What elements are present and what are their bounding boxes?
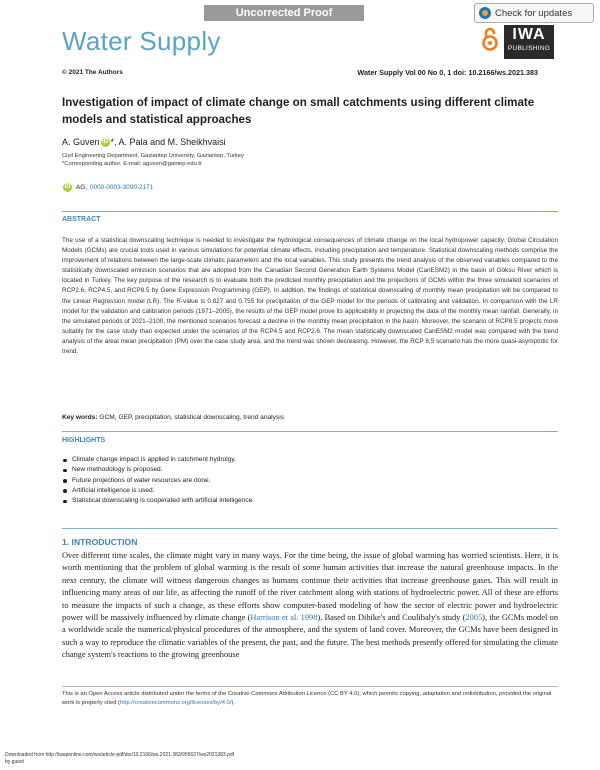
article-title: Investigation of impact of climate change on small catchments using different climate models and statistical approaches bbox=[62, 96, 535, 126]
check-updates-label: Check for updates bbox=[495, 7, 573, 19]
citation-link-dibike[interactable]: 2005 bbox=[465, 613, 483, 623]
affiliations bbox=[62, 152, 244, 168]
keywords-list: GCM, GEP, precipitation, statistical downscaling, trend analysis bbox=[99, 414, 284, 421]
intro-text-2: ). Based on Dibike's and Coulibaly's study ( bbox=[317, 613, 466, 623]
license-footnote bbox=[62, 690, 558, 708]
iwa-logo-text: IWA bbox=[512, 26, 546, 43]
copyright-notice: © 2021 The Authors bbox=[62, 69, 123, 76]
uncorrected-proof-banner: Uncorrected Proof bbox=[204, 5, 364, 21]
check-for-updates-button[interactable] bbox=[474, 3, 594, 23]
license-end: ). bbox=[231, 700, 236, 706]
orcid-line bbox=[62, 183, 153, 192]
open-access-icon bbox=[481, 26, 499, 52]
abstract-text: The use of a statistical downscaling technique is needed to investigate the hydrological consequences of climate change on the local hydropower capacity. Global Circulation Models (GCMs) are crucial tools used in various simulations for potential climate effects, including precipitation and temperature. Statistical downscaling methods comprise the improvement of relations between the large-scale climatic parameters and the local variables. This study presents the trend analysis of the observed variables compared to the statistically downscaled emission scenarios that are adopted from the Canadian Second Generation Earth Systems Model (CanESM2) in the basin of Göksu River which is located in Turkey. The key purpose of the research is to evaluate both the predicted monthly precipitation and the projections of GCMs within the three simulated scenarios of RCP2.6, RCP4.5, and RCP8.5 by Gene Expression Programming (GEP). In addition, the findings of statistical downscaling of monthly mean precipitation will be compared to the Linear Regression model (LR). The R-value is 0.827 and 0.755 for precipitation of the GEP model for the periods of calibrating and validation. In comparison with the LR model for the validation and calibration periods (1971–2005), the results of the GEP model prove its applicability in projecting the data of the monthly mean rainfall. Generally, in the simulated periods of 2021–2100, the mentioned scenarios forecast a decline in the monthly mean precipitation in the basin. Moreover, the scenario of RCP8.5 projects more suitably for the case study than expected under the scenarios of the RCP4.5 and RCP2.6. The mean statistically downscaled CanESM2 model was compared with the trend analysis of the areal mean precipitation (PM) over the case study area, and the trend was shown decreasing. However, the RCP 8.5 scenario has the more quasi-asymptotic for trend. bbox=[62, 237, 558, 356]
check-updates-icon bbox=[479, 7, 491, 19]
author-first[interactable]: A. Guven bbox=[62, 137, 100, 147]
highlights-list bbox=[62, 455, 254, 506]
orcid-icon: iD bbox=[64, 184, 71, 190]
license-text: This is an Open Access article distributed under the terms of the Creative Commons Attribution Licence (CC BY 4.0), which permits copying, adaptation and redistribution, provided the original work is properly cited ( bbox=[62, 691, 552, 706]
highlights-heading: HIGHLIGHTS bbox=[62, 437, 106, 444]
keywords bbox=[62, 414, 284, 421]
divider bbox=[62, 211, 558, 212]
corresponding-marker: * bbox=[110, 137, 115, 147]
divider bbox=[62, 686, 558, 687]
license-link[interactable]: http://creativecommons.org/licenses/by/4.0/ bbox=[120, 700, 232, 706]
list-item: Statistical downscaling is cooperated with artificial intelligence. bbox=[62, 496, 254, 506]
list-item: Artificial intelligence is used. bbox=[62, 486, 254, 496]
author-list bbox=[62, 137, 226, 147]
download-line: Downloaded from http://iwaponline.com/ws/article-pdf/doi/10.2166/ws.2021.383/955637/ws2021383.pdf bbox=[5, 752, 235, 758]
orcid-icon[interactable]: iD bbox=[102, 138, 109, 145]
introduction-paragraph bbox=[62, 550, 558, 662]
publishing-logo-text: PUBLISHING bbox=[507, 45, 551, 52]
journal-name: Water Supply bbox=[62, 26, 221, 56]
list-item: Future projections of water resources are done. bbox=[62, 476, 254, 486]
citation-link-harrison[interactable]: Harrison et al. 1998 bbox=[250, 613, 318, 623]
abstract-heading: ABSTRACT bbox=[62, 216, 101, 223]
affiliation-line: Civil Engineering Department, Gaziantep University, Gaziantep, Turkey bbox=[62, 153, 244, 159]
download-note bbox=[5, 752, 234, 765]
corresponding-email: *Corresponding author. E-mail: aguven@gantep.edu.tr bbox=[62, 161, 202, 167]
download-guest: by guest bbox=[5, 758, 24, 765]
intro-text-1: Over different time scales, the climate might vary in many ways. For the time being, the issue of global warming has worried scientists. Here, it is worth mentioning that the problem of global warming is the result of some human activities that increase the natural greenhouse impacts. In the next century, the climate will witness dangerous changes as humans continue their activities that increase greenhouse gases. This will result in influencing many areas of our life, as affecting the runoff of the river catchment along with stations of hydroelectric power. All of these are efforts to measure the impacts of such a change, as these efforts show computer-based modeling of how the sector of electric power and hydroelectric power will be massively influenced by climate change ( bbox=[62, 551, 558, 623]
author-rest: , A. Pala and M. Sheikhvaisi bbox=[114, 137, 226, 147]
list-item: New methodology is proposed. bbox=[62, 465, 254, 475]
intro-text-3: ), the GCMs model on a worldwide scale the numerical/physical procedures of the atmosphere, and the system of land cover. Moreover, the GCMs have been designed in such a way to reproduce the climatic variables of the present, the past, and the future. The best methods presently offered for simulating the climate change system's reactions to the growing greenhouse bbox=[62, 613, 559, 660]
divider bbox=[62, 431, 558, 432]
orcid-link[interactable]: 0000-0003-3090-2171 bbox=[90, 184, 154, 191]
divider bbox=[62, 528, 558, 529]
iwa-publishing-logo[interactable] bbox=[504, 25, 554, 59]
list-item: Climate change impact is applied in catchment hydrolgy. bbox=[62, 455, 254, 465]
introduction-heading: 1. INTRODUCTION bbox=[62, 537, 138, 547]
keywords-label: Key words: bbox=[62, 414, 98, 421]
orcid-label: AG, bbox=[76, 184, 88, 191]
citation-doi[interactable]: Water Supply Vol 00 No 0, 1 doi: 10.2166/ws.2021.383 bbox=[357, 68, 538, 77]
